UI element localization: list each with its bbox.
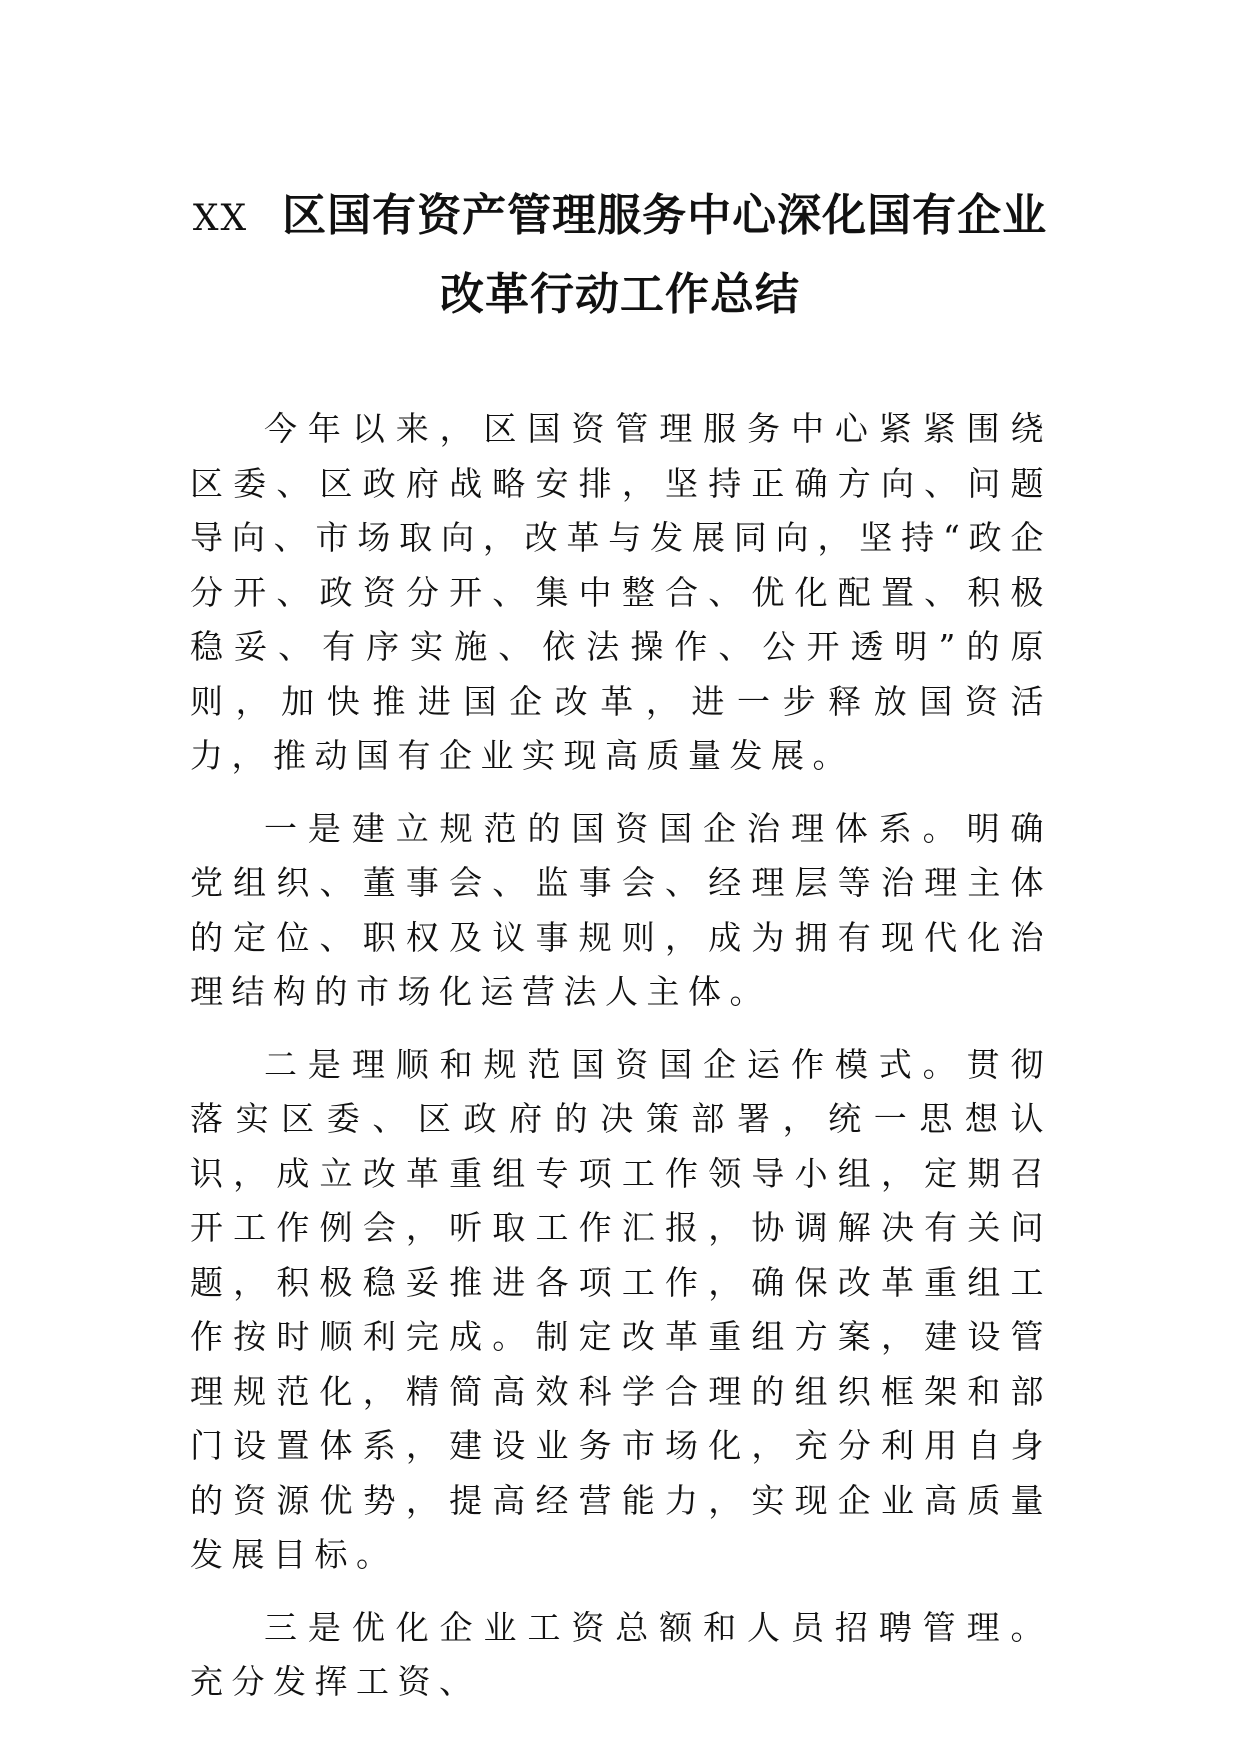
paragraph-point-1: 一是建立规范的国资国企治理体系。明确党组织、董事会、监事会、经理层等治理主体的定位、职权及议事规则，成为拥有现代化治理结构的市场化运营法人主体。 [190,808,1052,1011]
title-line-1 [150,178,1090,257]
title-line-2: 改革行动工作总结 [440,269,800,320]
paragraph-point-3: 三是优化企业工资总额和人员招聘管理。充分发挥工资、 [190,1607,1052,1701]
document-title [150,178,1090,333]
paragraph-intro: 今年以来，区国资管理服务中心紧紧围绕区委、区政府战略安排，坚持正确方向、问题导向、市场取向，改革与发展同向，坚持“政企分开、政资分开、集中整合、优化配置、积极稳妥、有序实施、依法操作、公开透明”的原则，加快推进国企改革，进一步释放国资活力，推动国有企业实现高质量发展。 [190,409,1052,775]
title-line-1-text: 区国有资产管理服务中心深化国有企业 [282,190,1048,241]
document-body [190,402,1052,1728]
title-prefix: XX [192,198,249,239]
paragraph-point-2: 二是理顺和规范国资国企运作模式。贯彻落实区委、区政府的决策部署，统一思想认识，成立改革重组专项工作领导小组，定期召开工作例会，听取工作汇报，协调解决有关问题，积极稳妥推进各项工作，确保改革重组工作按时顺利完成。制定改革重组方案，建设管理规范化，精简高效科学合理的组织框架和部门设置体系，建设业务市场化，充分利用自身的资源优势，提高经营能力，实现企业高质量发展目标。 [190,1044,1052,1574]
